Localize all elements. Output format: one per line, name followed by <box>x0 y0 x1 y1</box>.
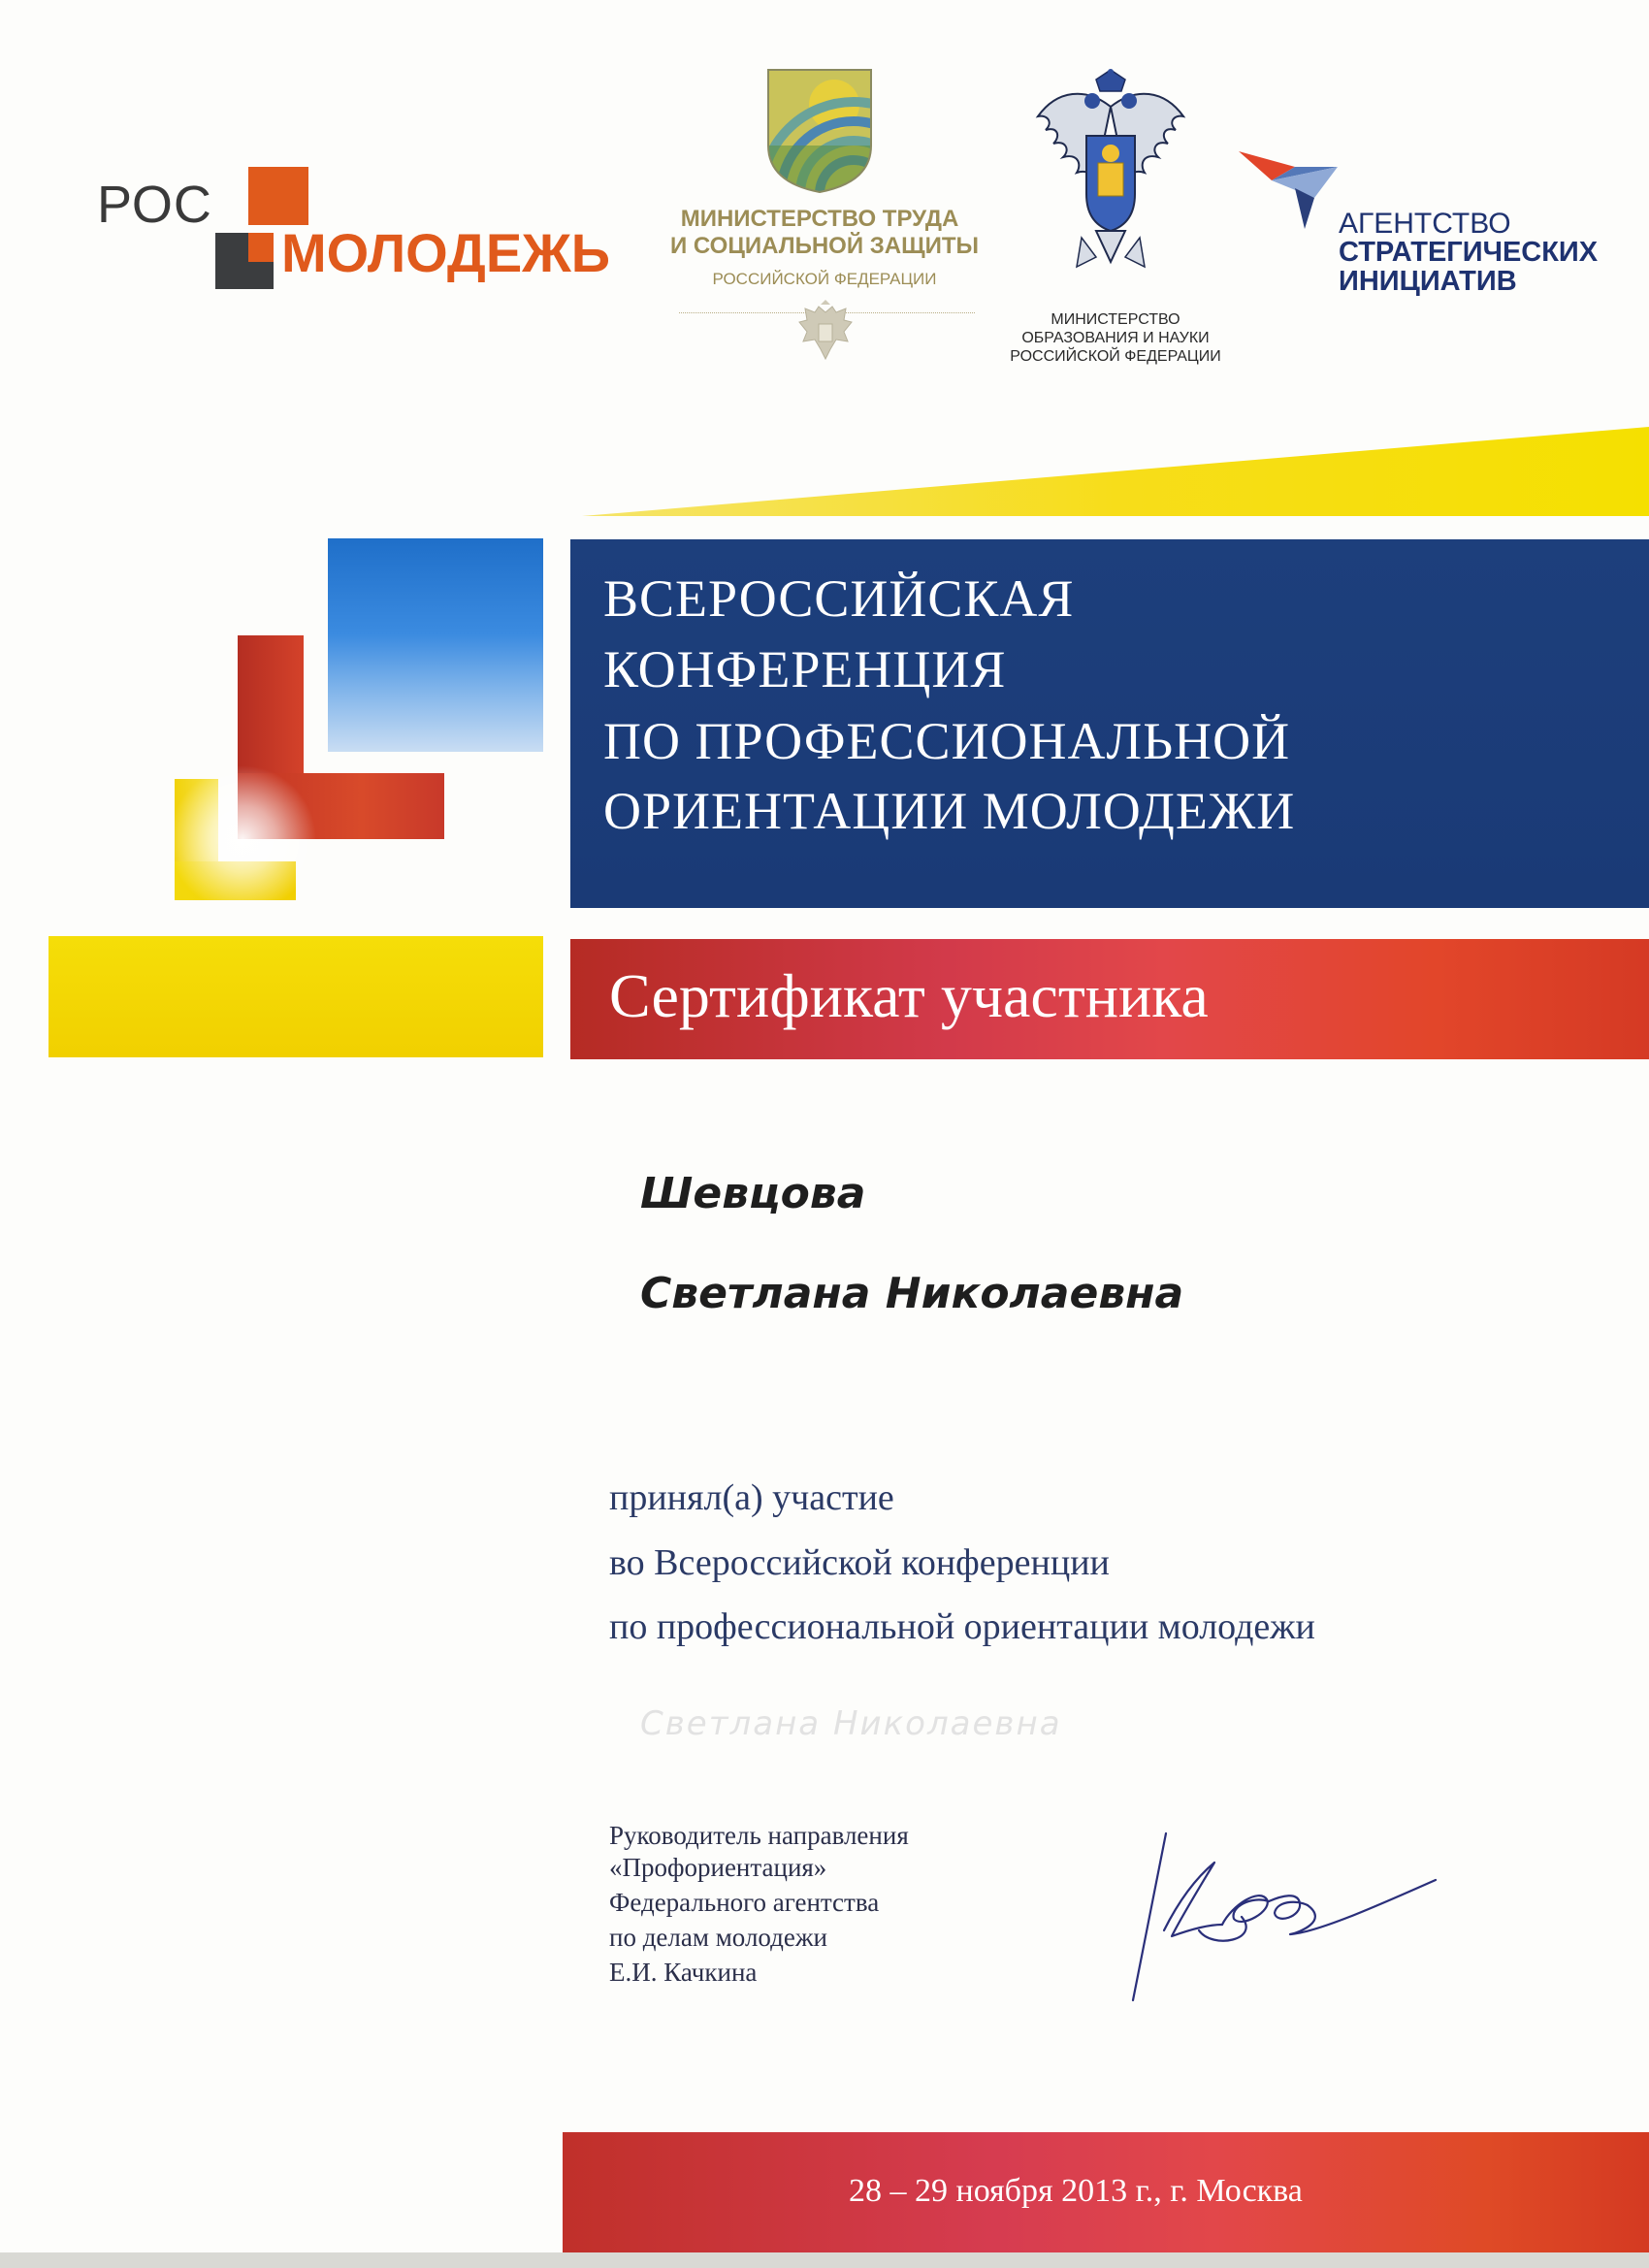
asi-line1: АГЕНТСТВО <box>1339 208 1511 240</box>
decor-blue-square <box>328 538 543 752</box>
signatory-line3: Федерального агентства <box>609 1888 880 1917</box>
recipient-given-names: Светлана Николаевна <box>640 1269 1184 1318</box>
minobrnauki-line1: МИНИСТЕРСТВО <box>1051 311 1180 328</box>
minobrnauki-text <box>989 310 1242 366</box>
mintrud-line2: И СОЦИАЛЬНОЙ ЗАЩИТЫ <box>670 233 979 259</box>
date-place: 28 – 29 ноября 2013 г., г. Москва <box>849 2173 1303 2209</box>
signatory-line2: «Профориентация» <box>609 1853 827 1882</box>
conference-title-line1: ВСЕРОССИЙСКАЯ <box>603 569 1075 628</box>
scan-bottom-edge <box>0 2252 1649 2268</box>
minobrnauki-line2: ОБРАЗОВАНИЯ И НАУКИ <box>1021 330 1210 346</box>
certificate-label: Сертификат участника <box>609 961 1209 1030</box>
decor-glow <box>146 747 340 931</box>
rosmolodezh-logo-molodezh: МОЛОДЕЖЬ <box>281 222 611 283</box>
body-line2: во Всероссийской конференции <box>609 1542 1110 1583</box>
body-line1: принял(а) участие <box>609 1477 894 1518</box>
logo-square-orange <box>248 167 308 225</box>
mintrud-line1: МИНИСТЕРСТВО ТРУДА <box>680 206 959 232</box>
signatory-line5: Е.И. Качкина <box>609 1958 758 1987</box>
asi-line3: ИНИЦИАТИВ <box>1339 266 1517 297</box>
handwritten-signature-icon <box>1096 1824 1445 2008</box>
minobrnauki-line3: РОССИЙСКОЙ ФЕДЕРАЦИИ <box>1010 348 1221 365</box>
rosmolodezh-logo-ros: РОС <box>97 176 212 234</box>
minobrnauki-emblem-icon <box>1028 68 1193 291</box>
signatory-line4: по делам молодежи <box>609 1923 827 1952</box>
logo-square-orange-small <box>248 233 274 262</box>
yellow-wedge <box>582 427 1649 524</box>
yellow-bar-left <box>48 936 543 1057</box>
mintrud-line3: РОССИЙСКОЙ ФЕДЕРАЦИИ <box>712 270 937 288</box>
conference-title-line2: КОНФЕРЕНЦИЯ <box>603 640 1007 698</box>
recipient-surname: Шевцова <box>640 1169 866 1218</box>
faint-imprint: Светлана Николаевна <box>640 1704 1062 1743</box>
conference-title-line3: ПО ПРОФЕССИОНАЛЬНОЙ <box>603 712 1291 770</box>
conference-title-line4: ОРИЕНТАЦИИ МОЛОДЕЖИ <box>603 782 1296 840</box>
asi-arrow-icon <box>1237 146 1353 233</box>
mintrud-shield-icon <box>766 68 873 194</box>
asi-line2: СТРАТЕГИЧЕСКИХ <box>1339 237 1599 268</box>
double-headed-eagle-icon <box>795 299 856 363</box>
signatory-line1: Руководитель направления <box>609 1821 909 1850</box>
body-line3: по профессиональной ориентации молодежи <box>609 1606 1315 1647</box>
